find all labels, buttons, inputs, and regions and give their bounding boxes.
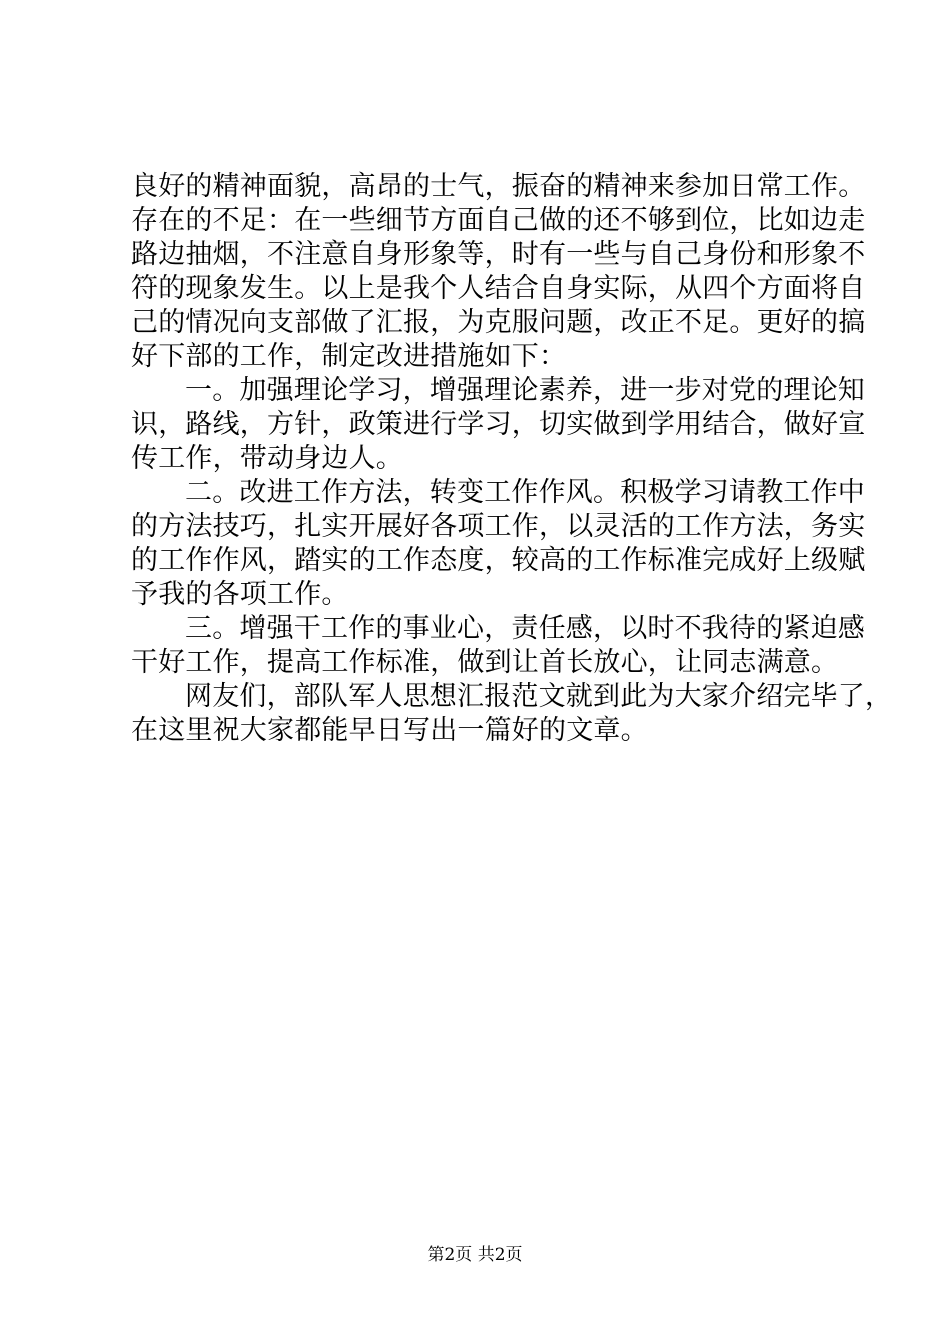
- text-line: 良好的精神面貌，高昂的士气，振奋的精神来参加日常工作。: [131, 171, 866, 202]
- text-line-closing-start: 网友们，部队军人思想汇报范文就到此为大家介绍完毕了，: [185, 681, 893, 712]
- text-line: 干好工作，提高工作标准，做到让首长放心，让同志满意。: [131, 647, 839, 678]
- text-line: 识，路线，方针，政策进行学习，切实做到学用结合，做好宣: [131, 409, 866, 440]
- text-line-item-2-start: 二。改进工作方法，转变工作作风。积极学习请教工作中: [185, 477, 865, 508]
- text-line: 存在的不足：在一些细节方面自己做的还不够到位，比如边走: [131, 205, 866, 236]
- text-line: 的方法技巧，扎实开展好各项工作，以灵活的工作方法，务实: [131, 511, 866, 542]
- text-line-item-1-start: 一。加强理论学习，增强理论素养，进一步对党的理论知: [185, 375, 865, 406]
- text-line: 传工作，带动身边人。: [131, 443, 403, 474]
- text-line: 予我的各项工作。: [131, 579, 349, 610]
- document-body: [131, 170, 893, 748]
- text-line: 在这里祝大家都能早日写出一篇好的文章。: [131, 715, 648, 746]
- text-line: 己的情况向支部做了汇报，为克服问题，改正不足。更好的搞: [131, 307, 866, 338]
- text-line: 的工作作风，踏实的工作态度，较高的工作标准完成好上级赋: [131, 545, 866, 576]
- text-line: 好下部的工作，制定改进措施如下：: [131, 341, 567, 372]
- text-line-item-3-start: 三。增强干工作的事业心，责任感，以时不我待的紧迫感: [185, 613, 865, 644]
- text-line: 符的现象发生。以上是我个人结合自身实际，从四个方面将自: [131, 273, 866, 304]
- page-number-footer: 第2页 共2页: [427, 1245, 523, 1265]
- text-line: 路边抽烟，不注意自身形象等，时有一些与自己身份和形象不: [131, 239, 866, 270]
